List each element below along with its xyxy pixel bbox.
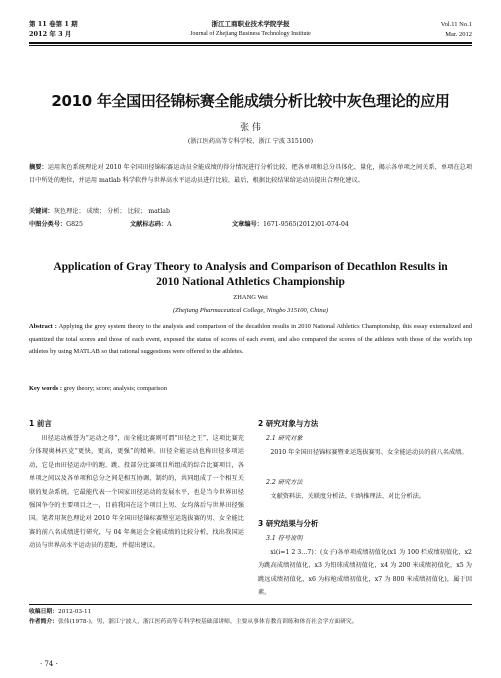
affiliation-cn: (浙江医药高等专科学校，浙江 宁波 315100) <box>187 138 314 145</box>
keywords-cn-text: 灰色理论； 成绩； 分析； 比较； matlab <box>53 208 170 215</box>
section22-title: 2.2 研究方法 <box>266 479 303 486</box>
header-date-cn: 2012 年 3 月 <box>29 30 72 38</box>
keywords-en <box>29 385 472 392</box>
section21-text: 2010 年全国田径锦标赛暨亚运选拔赛男、女全能运动员的前八名成绩。 <box>270 449 468 456</box>
section1-title: 1 前言 <box>29 419 52 428</box>
doccode-cn <box>130 218 172 231</box>
section2-title: 2 研究对象与方法 <box>258 419 319 428</box>
section1-text: 田径运动被誉为“运动之母”，而全能比赛则可谓“田径之王”，这项比赛充分体现奥林匹克“更快，更高，更强”的精神。田径全能运动也称田径多项运动，它是由田径运动中的跑、跳、投部分比赛项目所组成的综合比赛项目，各单项之间以及各单项和总分之间是相互协调、制约的，共同组成了一个相互关联的复杂系统。它最能代表一个国家田径运动的发展水平，也是当今世界田径强国争夺的主要项目之一，目前我国在这个项目上男、女均落后与世界田径强国。笔者用灰色理论对 2010 年全国田径锦标赛整室运选拔赛的男、女全能比赛的前八名成绩进行研究，与 04 年奥运会全能成绩的比较分析，找出我国运动员与世界高水平运动员的差距，并提出建议。 <box>29 435 244 550</box>
footnote-received-label: 收稿日期： <box>29 609 58 615</box>
abstract-cn <box>29 161 472 187</box>
keywords-cn-label: 关键词： <box>29 208 54 215</box>
section21-title: 2.1 研究对象 <box>266 435 303 442</box>
author-en: ZHANG Wei <box>233 294 268 301</box>
header-journal-en: Journal of Zhejiang Business Technology Institute <box>190 31 311 37</box>
artno-cn-value: 1671-9565(2012)01-074-04 <box>262 221 349 228</box>
footnote-author-label: 作者简介： <box>29 619 58 625</box>
header-issue-cn: 第 11 卷第 1 期 <box>29 20 78 28</box>
class-cn-label: 中图分类号： <box>29 221 67 228</box>
doccode-cn-label: 文献标志码： <box>130 221 168 228</box>
header-vol-en: Vol.11 No.1 <box>440 21 472 28</box>
footnote-received <box>29 607 91 617</box>
section31-text: xi(i=1 2 3…7)：(女子)各单项成绩初值化(x1 为 100 栏成绩初值化，x2 为跳高成绩初值化，x3 为铅球成绩初值化，x4 为 200 米成绩初值化，x5 为跳远成绩初值化，x6 为标枪成绩初值化，x7 为 800 米成绩初值化)，属于因素。 <box>258 549 472 597</box>
section31-title: 3.1 符号说明 <box>266 535 303 542</box>
artno-cn <box>232 218 349 231</box>
header-journal-cn: 浙江工商职业技术学院学报 <box>211 20 290 28</box>
title-cn: 2010 年全国田径锦标赛全能成绩分析比较中灰色理论的应用 <box>51 92 450 110</box>
abstract-en-text: Applying the grey system theory to the analysis and comparison of the decathlon results in 2010 National Athletics Championship, this essay externalized and quantized the total scores and those of each event, exposed the status of scores of each event, and also compared the scores of the athletes with those of the world's top athletes by using MATLAB so that rational suggestions were offered to the athletes. <box>29 323 472 356</box>
header-rule-thick <box>29 42 472 44</box>
section3-title: 3 研究结果与分析 <box>258 519 319 528</box>
keywords-en-label: Key words : <box>29 385 63 392</box>
keywords-cn <box>29 205 472 218</box>
footnote-rule <box>29 604 472 605</box>
keywords-en-text: grey theory; score; analysis; comparison <box>63 385 167 392</box>
section22-text: 文献资料法、关联度分析法、归纳推理法、对比分析法。 <box>270 493 426 500</box>
title-en-line2: 2010 National Athletics Championship <box>156 276 345 288</box>
footnote-received-value: 2012-03-11 <box>58 609 92 615</box>
footnote-author-value: 张伟(1978-)，男，浙江宁波人，浙江医药高等专科学校基础部讲师，主要从事体育教育训练和体育社会学方面研究。 <box>58 619 358 625</box>
doccode-cn-value: A <box>167 221 172 228</box>
class-cn <box>29 218 83 231</box>
affiliation-en: (Zhejiang Pharmaceutical College, Ningbo 315100, China) <box>172 307 329 314</box>
page-number: · 74 · <box>40 660 58 668</box>
abstract-en <box>29 321 472 359</box>
artno-cn-label: 文章编号： <box>232 221 263 228</box>
abstract-cn-text: 运用灰色系统理论对 2010 年全国田径锦标赛运动员全能成绩的得分情况进行分析比较，把各单项和总分具体化、量化，揭示各单项之间关系，单项在总项目中所处的地位，并运用 matlab 科学软件与世界高水平运动员进行比较，最后，根据比较结果给运动员提出合理化建议。 <box>29 164 473 184</box>
abstract-en-label: Abstract : <box>29 323 57 330</box>
author-cn: 张 伟 <box>240 123 261 133</box>
class-cn-value: G825 <box>66 221 83 228</box>
title-en-line1: Application of Gray Theory to Analysis and Comparison of Decathlon Results in <box>53 261 448 273</box>
header-rule-thin <box>29 45 472 46</box>
footnote-author <box>29 617 472 627</box>
header-date-en: Mar. 2012 <box>445 31 472 38</box>
abstract-cn-label: 摘要： <box>29 164 48 171</box>
